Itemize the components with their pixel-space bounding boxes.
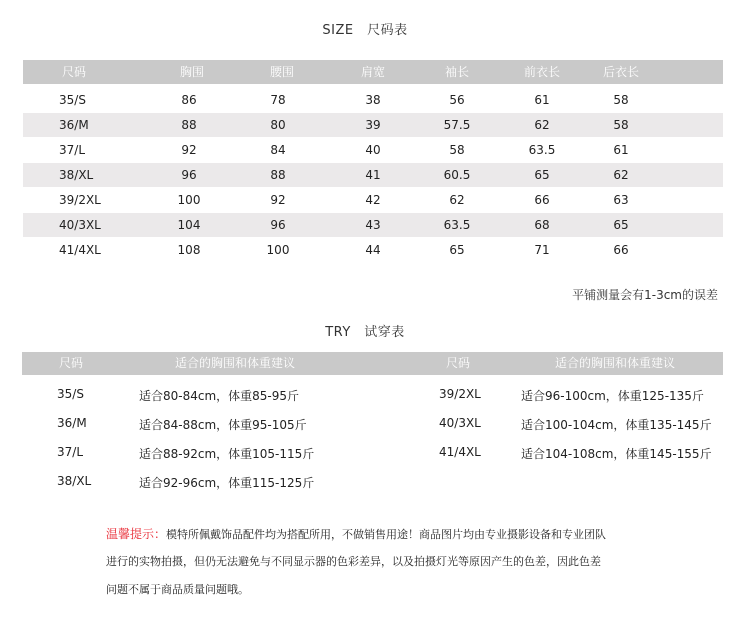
header-shoulder: 肩宽 (360, 65, 386, 79)
header-size-left: 尺码 (58, 356, 84, 370)
cell-sleeve: 56 (449, 93, 465, 107)
try-size-left: 36/M (57, 416, 87, 430)
try-size-left: 35/S (57, 387, 84, 401)
cell-front-length: 61 (534, 93, 550, 107)
cell-back-length: 58 (613, 118, 629, 132)
try-size-right: 40/3XL (439, 416, 481, 430)
cell-size: 40/3XL (59, 218, 101, 232)
tips-label: 温馨提示： (106, 527, 167, 541)
cell-chest: 88 (181, 118, 197, 132)
cell-chest: 100 (177, 193, 201, 207)
header-front-length: 前衣长 (523, 65, 561, 79)
header-size-right: 尺码 (445, 356, 471, 370)
measurement-note: 平铺测量会有1-3cm的误差 (572, 288, 718, 302)
tips-line-1 (106, 525, 606, 542)
header-back-length: 后衣长 (602, 65, 640, 79)
cell-front-length: 62 (534, 118, 550, 132)
cell-chest: 108 (177, 243, 201, 257)
cell-front-length: 65 (534, 168, 550, 182)
cell-front-length: 71 (534, 243, 550, 257)
table-row (23, 138, 723, 162)
cell-size: 39/2XL (59, 193, 101, 207)
try-size-right: 39/2XL (439, 387, 481, 401)
table-row (23, 213, 723, 237)
cell-sleeve: 65 (449, 243, 465, 257)
cell-shoulder: 40 (365, 143, 381, 157)
cell-waist: 96 (270, 218, 286, 232)
header-sleeve: 袖长 (444, 65, 470, 79)
try-advice-left: 适合88-92cm，体重105-115斤 (139, 447, 315, 461)
cell-size: 41/4XL (59, 243, 101, 257)
cell-waist: 80 (270, 118, 286, 132)
try-size-left: 37/L (57, 445, 83, 459)
cell-sleeve: 60.5 (443, 168, 471, 182)
table-row (23, 113, 723, 137)
cell-sleeve: 58 (449, 143, 465, 157)
cell-shoulder: 38 (365, 93, 381, 107)
cell-chest: 86 (181, 93, 197, 107)
cell-shoulder: 43 (365, 218, 381, 232)
cell-waist: 100 (266, 243, 290, 257)
cell-size: 36/M (59, 118, 89, 132)
cell-size: 37/L (59, 143, 85, 157)
cell-sleeve: 63.5 (443, 218, 471, 232)
cell-front-length: 66 (534, 193, 550, 207)
size-table-header (23, 60, 723, 84)
cell-shoulder: 42 (365, 193, 381, 207)
size-table-title: SIZE 尺码表 (322, 23, 408, 38)
cell-waist: 84 (270, 143, 286, 157)
try-size-left: 38/XL (57, 474, 92, 488)
cell-shoulder: 41 (365, 168, 381, 182)
header-chest: 胸围 (179, 65, 205, 79)
cell-waist: 92 (270, 193, 286, 207)
table-row (23, 88, 723, 112)
cell-chest: 104 (177, 218, 201, 232)
try-table-header (22, 352, 723, 375)
header-advice-right: 适合的胸围和体重建议 (554, 356, 676, 370)
tips-line-2: 进行的实物拍摄，但仍无法避免与不同显示器的色彩差异，以及拍摄灯光等原因产生的色差，因此色差 (106, 555, 601, 568)
cell-sleeve: 57.5 (443, 118, 471, 132)
cell-waist: 78 (270, 93, 286, 107)
cell-sleeve: 62 (449, 193, 465, 207)
cell-back-length: 58 (613, 93, 629, 107)
tips-line-3: 问题不属于商品质量问题哦。 (106, 583, 249, 596)
try-advice-right: 适合100-104cm，体重135-145斤 (521, 418, 712, 432)
cell-back-length: 65 (613, 218, 629, 232)
cell-shoulder: 44 (365, 243, 381, 257)
cell-chest: 92 (181, 143, 197, 157)
header-advice-left: 适合的胸围和体重建议 (174, 356, 296, 370)
try-advice-right: 适合104-108cm，体重145-155斤 (521, 447, 712, 461)
tips-text-1: 模特所佩戴饰品配件均为搭配所用，不做销售用途！商品图片均由专业摄影设备和专业团队 (166, 528, 607, 541)
cell-waist: 88 (270, 168, 286, 182)
cell-size: 35/S (59, 93, 86, 107)
cell-back-length: 63 (613, 193, 629, 207)
cell-back-length: 61 (613, 143, 629, 157)
try-advice-left: 适合92-96cm，体重115-125斤 (139, 476, 315, 490)
cell-front-length: 68 (534, 218, 550, 232)
table-row (23, 163, 723, 187)
header-size: 尺码 (61, 65, 87, 79)
table-row (23, 188, 723, 212)
header-waist: 腰围 (269, 65, 295, 79)
try-advice-left: 适合84-88cm，体重95-105斤 (139, 418, 307, 432)
cell-chest: 96 (181, 168, 197, 182)
try-size-right: 41/4XL (439, 445, 481, 459)
try-table-title: TRY 试穿表 (325, 325, 405, 340)
cell-back-length: 66 (613, 243, 629, 257)
cell-shoulder: 39 (365, 118, 381, 132)
try-advice-right: 适合96-100cm，体重125-135斤 (521, 389, 704, 403)
cell-back-length: 62 (613, 168, 629, 182)
table-row (23, 238, 723, 262)
cell-size: 38/XL (59, 168, 94, 182)
cell-front-length: 63.5 (528, 143, 556, 157)
try-advice-left: 适合80-84cm，体重85-95斤 (139, 389, 300, 403)
